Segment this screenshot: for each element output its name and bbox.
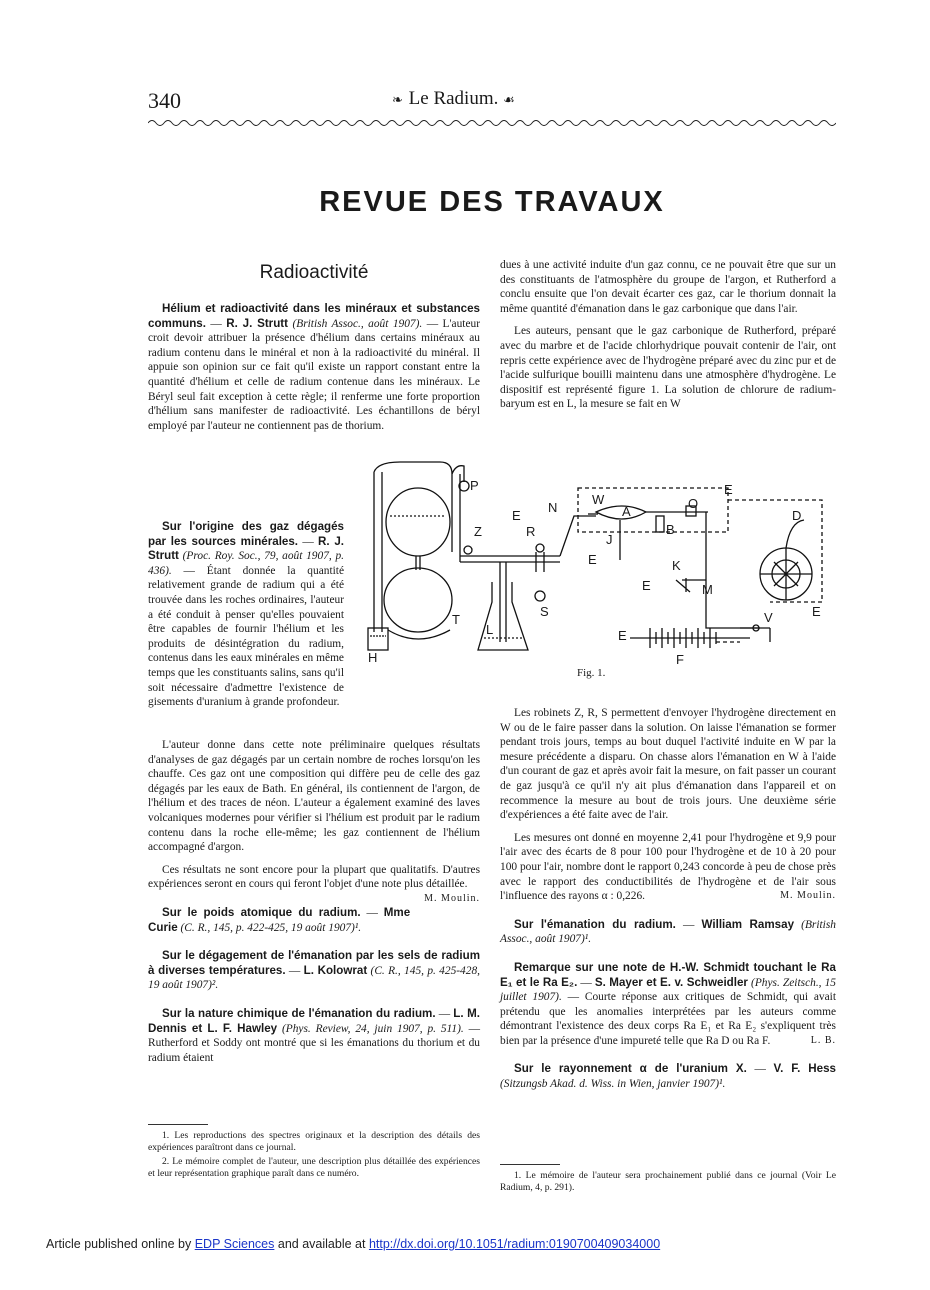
article-heading: Sur la nature chimique de l'émanation du radium. xyxy=(162,1006,436,1020)
paragraph xyxy=(148,863,480,904)
article-heading: Sur l'origine des gaz dégagés par les sources minérales. xyxy=(148,520,344,548)
figure-label-e: E xyxy=(618,628,627,643)
signature: M. Moulin. xyxy=(780,890,836,902)
article-reference: (Phys. Review, 24, juin 1907, p. 511). xyxy=(281,1022,464,1035)
figure-label-h: H xyxy=(368,650,378,665)
article-heading: Sur le rayonnement α de l'uranium X. xyxy=(514,1062,747,1076)
left-column-top xyxy=(148,302,480,441)
right-column-top xyxy=(500,258,836,420)
paragraph: Les robinets Z, R, S permettent d'envoyer l'hydrogène directement en W ou de le faire passer dans la solution. On laisse l'émanation se former pendant trois jours, temps au bout duquel l'activité induite en W par la mesure précédente a disparu. On chasse alors l'émanation en W à l'aide d'un courant de gaz et après avoir fait la mesure, on fait passer un courant de gaz jusqu'à ce qu'il n'y ait plus d'émanation dans l'appareil et on recommence la mesure au bout de trois jours. Une deuxième série d'expériences a été faite avec de l'air. xyxy=(500,707,836,822)
paragraph: Les auteurs, pensant que le gaz carbonique de Rutherford, préparé avec du marbre et de l'acide chlorhydrique pouvait contenir de l'air, ont repris cette expérience avec de l'hydrogène préparé avec du zinc pur et de l'acide sulfurique bouilli maintenu dans une atmosphère d'hydrogène. Le dispositif est représenté figure 1. La solution de chlorure de radium-baryum est en L, la mesure se fait en W xyxy=(500,325,836,411)
footer-prefix: Article published online by xyxy=(46,1237,192,1251)
figure-label-s: S xyxy=(540,604,549,619)
figure-label-f: F xyxy=(676,652,684,667)
figure-label-e: E xyxy=(812,604,821,619)
figure-label-d: D xyxy=(792,508,802,523)
footnote: 1. Les reproductions des spectres originaux et la description des détails des expériences paraîtront dans ce journal. xyxy=(148,1130,480,1153)
article-author: L. M. Dennis et L. F. Hawley xyxy=(148,1006,480,1035)
article-poids-atomique: Sur le poids atomique du radium. — Mme Curie (C. R., 145, p. 422-425, 19 août 1907)¹. xyxy=(148,905,411,934)
signature: L. B. xyxy=(810,1034,836,1046)
article-author: Mme Curie xyxy=(148,905,411,934)
paragraph: L'auteur donne dans cette note préliminaire quelques résultats d'analyses de gaz dégagés par un certain nombre de roches lorsqu'on les chauffe. Ces gaz ont une composition qui diffère peu de celle des gaz dégagés par les eaux de Bath. En général, ils contiennent de l'argon, de l'hélium et des traces de néon. L'auteur a également examiné des laves volcaniques modernes pour vérifier si l'hélium est produit par le radium contenu dans la roche elle-même; les gaz contiennent de l'hélium accompagné d'argon. xyxy=(148,739,480,854)
article-heading: Remarque sur une note de H.-W. Schmidt touchant le Ra E₁ et le Ra E₂. xyxy=(500,960,836,989)
article-reference: (Proc. Roy. Soc., 79, août 1907, p. 436). xyxy=(148,550,344,577)
article-body: — L'auteur croit devoir attribuer la présence d'hélium dans certains minéraux au radium contenu dans le minéral et non à la radioactivité du minéral. Il appuie son opinion sur ce fait qu'il existe un rapport constant entre la quantité d'hélium et celle de radium contenue dans les minéraux. Le Béryl seul fait exception à cette règle; il renferme une forte proportion d'hélium sans manifester de radioactivité. Les échantillons de béryl employé par l'auteur ne contiennent pas de thorium. xyxy=(148,317,481,432)
figure-label-e: E xyxy=(642,578,651,593)
footnote: 1. Le mémoire de l'auteur sera prochainement publié dans ce journal (Voir Le Radium, 4, p. 291). xyxy=(500,1170,836,1193)
article-heading: Sur le poids atomique du radium. xyxy=(162,905,361,919)
left-column-narrow xyxy=(148,520,344,718)
figure-label-e: E xyxy=(512,508,521,523)
article-reference: (Sitzungsb Akad. d. Wiss. in Wien, janvier 1907)¹. xyxy=(500,1078,726,1091)
article-body: — Étant donnée la quantité relativement grande de radium qui a été trouvée dans les roches ordinaires, l'auteur a été conduit à penser qu'elles pouvaient être capables de fournir l'hélium et les produits de désintégration du radium, contenus dans les eaux minérales en même temps que les constituants salins, sans qu'il soit nécessaire d'admettre l'existence de gisements d'uranium à grande profondeur. xyxy=(148,564,344,709)
article-author: R. J. Strutt xyxy=(226,316,289,330)
figure-label-e: E xyxy=(724,482,733,497)
figure-label-w: W xyxy=(592,492,605,507)
figure-label-b: B xyxy=(666,522,675,537)
figure-label-r: R xyxy=(526,524,536,539)
publisher-link[interactable]: EDP Sciences xyxy=(194,1237,275,1251)
article-reference: (Phys. Zeitsch., 15 juillet 1907). xyxy=(500,976,836,1004)
article-origine-gaz: Sur l'origine des gaz dégagés par les sources minérales. — R. J. Strutt (Proc. Roy. Soc., 79, août 1907, p. 436). — Étant donnée la quantité relativement grande de radium qui a été trouvée dans les roches ordinaires, l'auteur a été conduit à penser qu'elles pouvaient être capables de fournir l'hélium et les produits de désintégration du radium, contenus dans les eaux minérales en même temps que les constituants salins, sans qu'il soit nécessaire d'admettre l'existence de gisements d'uranium à grande profondeur. xyxy=(148,520,344,709)
figure-label-l: L xyxy=(486,622,494,637)
paragraph-text: Les mesures ont donné en moyenne 2,41 pour l'hydrogène et 9,9 pour l'air avec des écarts de 8 pour 100 pour l'hydrogène et de 10 à 20 pour 100 pour l'air, nombre dont le rapport 0,243 concorde à peu de chose près avec le rapport des conductibilités de l'hydrogène et de l'air sous l'influence des rayons α : 0,226. xyxy=(500,831,836,903)
running-title-group xyxy=(392,88,516,110)
article-author: S. Mayer et E. v. Schweidler xyxy=(594,975,748,989)
article-author: William Ramsay xyxy=(701,917,795,931)
article-author: R. J. Strutt xyxy=(148,534,344,563)
figure-caption: Fig. 1. xyxy=(577,667,606,679)
article-rayonnement-uranium: Sur le rayonnement α de l'uranium X. — V. F. Hess (Sitzungsb Akad. d. Wiss. in Wien, janvier 1907)¹. xyxy=(500,1062,836,1091)
ornament-left-icon: ❧ xyxy=(392,92,404,107)
figure-labels xyxy=(360,452,836,674)
article-helium: Hélium et radioactivité dans les minéraux et substances communs. — R. J. Strutt (British Assoc., août 1907). — L'auteur croit devoir attribuer la présence d'hélium dans certains minéraux au radium contenu dans le minéral et non à la radioactivité du minéral. Il appuie son opinion sur ce fait qu'il existe un rapport constant entre la quantité d'hélium et celle de radium contenue dans les minéraux. Le Béryl seul fait exception à cette règle; il renferme une forte proportion d'hélium sans manifester de radioactivité. Les échantillons de béryl employé par l'auteur ne contiennent pas de thorium. xyxy=(148,302,481,432)
article-reference: (British Assoc., août 1907)¹. xyxy=(500,918,836,946)
figure-label-e: E xyxy=(588,552,597,567)
right-column-lower xyxy=(500,706,836,1100)
figure-label-z: Z xyxy=(474,524,482,539)
paragraph-text: Ces résultats ne sont encore pour la plupart que qualitatifs. D'autres expériences seront en cours qui feront l'objet d'une note plus détaillée. xyxy=(148,863,480,891)
page-title: REVUE DES TRAVAUX xyxy=(319,186,665,218)
figure-label-o: O xyxy=(688,496,699,511)
paragraph xyxy=(500,831,836,904)
figure-label-t: T xyxy=(452,612,460,627)
figure-label-j: J xyxy=(606,532,613,547)
footnote-rule xyxy=(148,1124,208,1125)
paragraph: dues à une activité induite d'un gaz connu, ce ne pouvait être que sur un des constituants de l'atmosphère du groupe de l'argon, et Rutherford a conclu ensuite que l'on devait écarter ces gaz, car le thorium donnait la même quantité d'émanation dans le gaz carbonique que dans l'air. xyxy=(500,259,836,315)
page-number: 340 xyxy=(148,88,181,113)
article-body: — Rutherford et Soddy ont montré que si les émanations du thorium et du radium étaient xyxy=(148,1022,480,1064)
footnote-rule xyxy=(500,1164,560,1165)
article-heading: Hélium et radioactivité dans les minéraux et substances communs. xyxy=(148,302,480,330)
figure-label-a: A xyxy=(622,504,631,519)
article-reference: (British Assoc., août 1907). xyxy=(292,317,423,330)
article-reference: (C. R., 145, p. 425-428, 19 août 1907)². xyxy=(148,964,480,992)
article-author: V. F. Hess xyxy=(773,1062,836,1076)
publication-footer xyxy=(46,1237,660,1251)
article-reference: (C. R., 145, p. 422-425, 19 août 1907)¹. xyxy=(180,921,362,934)
left-footnotes xyxy=(148,1130,480,1182)
article-degagement: Sur le dégagement de l'émanation par les sels de radium à diverses températures. — L. Kolowrat (C. R., 145, p. 425-428, 19 août 1907)². xyxy=(148,949,480,992)
figure-label-m: M xyxy=(702,582,713,597)
article-heading: Sur l'émanation du radium. xyxy=(514,917,676,931)
article-author: L. Kolowrat xyxy=(303,963,368,977)
figure-label-p: P xyxy=(470,478,479,493)
article-nature-chimique: Sur la nature chimique de l'émanation du radium. — L. M. Dennis et L. F. Hawley (Phys. Review, 24, juin 1907, p. 511). — Rutherford et Soddy ont montré que si les émanations du thorium et du radium étaient xyxy=(148,1006,480,1064)
article-body: — Courte réponse aux critiques de Schmidt, qui avait prétendu que les anomalies interprétées par les auteurs comme démontrant l'existence des deux corps Ra E₁ et Ra E₂ s'expliquent très bien par la présence d'une impureté telle que Ra D ou Ra F. xyxy=(500,991,836,1047)
right-footnote xyxy=(500,1170,836,1196)
figure-label-v: V xyxy=(764,610,773,625)
article-remarque-schmidt: Remarque sur une note de H.-W. Schmidt touchant le Ra E₁ et le Ra E₂. — S. Mayer et E. v. Schweidler (Phys. Zeitsch., 15 juillet 1907). — Courte réponse aux critiques de Schmidt, qui avait prétendu que les anomalies interprétées par les auteurs comme démontrant l'existence des deux corps Ra E₁ et Ra E₂ s'expliquent très bien par la présence d'une impureté telle que Ra D ou Ra F. L. B. xyxy=(500,960,836,1047)
footer-middle: and available at xyxy=(277,1237,366,1251)
footnote: 2. Le mémoire complet de l'auteur, une description plus détaillée des expériences et leur représentation graphique paraît dans ce numéro. xyxy=(148,1156,480,1179)
figure-label-n: N xyxy=(548,500,558,515)
figure-label-k: K xyxy=(672,558,681,573)
signature: M. Moulin. xyxy=(424,892,480,904)
ornament-right-icon: ☙ xyxy=(503,92,516,107)
left-column-lower xyxy=(148,738,480,1073)
doi-link[interactable]: http://dx.doi.org/10.1051/radium:0190700409034000 xyxy=(368,1237,661,1251)
running-title: Le Radium. xyxy=(408,88,499,109)
decorative-rule xyxy=(148,118,836,128)
section-title: Radioactivité xyxy=(259,262,369,283)
article-emanation-ramsay: Sur l'émanation du radium. — William Ramsay (British Assoc., août 1907)¹. xyxy=(500,917,836,946)
article-heading: Sur le dégagement de l'émanation par les sels de radium à diverses températures. xyxy=(148,949,480,977)
